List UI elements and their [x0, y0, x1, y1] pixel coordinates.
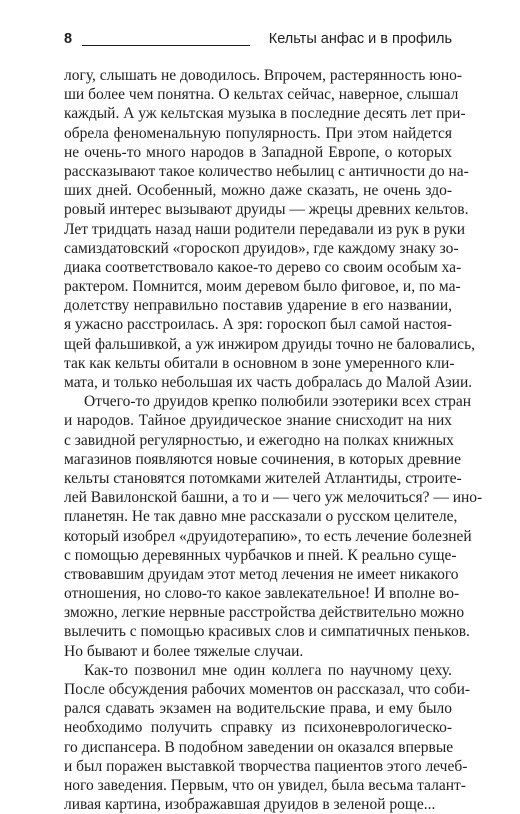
text-line: ших дней. Особенный, можно даже сказать, не очень здо-	[64, 182, 452, 200]
text-line: рассказывают такое количество небылиц с античности до на-	[64, 162, 469, 180]
text-line: с завидной регулярностью, и ежегодно на полках книжных	[64, 431, 454, 449]
text-line: планетян. Не так давно мне рассказали о русском целителе,	[64, 508, 458, 526]
text-line: ровый интерес вызывают друиды — жрецы древних кельтов.	[64, 201, 469, 219]
text-line: я ужасно расстроилась. А зря: гороскоп был самой настоя-	[64, 316, 452, 334]
text-line: самиздатовский «гороскоп друидов», где каждому знаку зо-	[64, 239, 459, 257]
text-line: ливая картина, изображавшая друидов в зеленой роще...	[64, 796, 436, 814]
running-title: Кельты анфас и в профиль	[268, 31, 452, 47]
text-line: необходимо получить справку из психоневрологическо-	[64, 719, 452, 737]
text-line: диака соответствовало какое-то дерево со своим особым ха-	[64, 258, 462, 276]
text-line: После обсуждения рабочих моментов он рассказал, что соби-	[64, 681, 471, 698]
text-line: Лет тридцать назад наши родители передавали из рук в руки	[64, 220, 466, 238]
text-line: Как-то позвонил мне один коллега по научному цеху.	[84, 661, 452, 679]
text-line: щей фальшивкой, а уж инжиром друиды точно не баловались,	[64, 335, 476, 353]
text-line: с помощью деревянных чурбачков и пней. К реально суще-	[64, 546, 457, 564]
paragraph-3	[64, 661, 471, 814]
text-line: кельты становятся потомками жителей Атлантиды, строите-	[64, 469, 462, 487]
body-text	[64, 66, 483, 814]
text-line: логу, слышать не доводилось. Впрочем, растерянность юно-	[64, 67, 463, 84]
text-line: зможно, легкие нервные расстройства действительно можно	[64, 604, 465, 622]
text-line: вылечить с помощью красивых слов и симпатичных пеньков.	[64, 623, 470, 641]
header-rule	[82, 45, 250, 46]
text-line: рался сдавать экзамен на водительские права, и ему было	[64, 700, 452, 718]
text-line: Отчего-то друидов крепко полюбили эзотерики всех стран	[84, 393, 472, 411]
text-line: мата, и только небольшая их часть добралась до Малой Азии.	[64, 374, 473, 391]
paragraph-2	[64, 392, 483, 661]
text-line: лей Вавилонской башни, а то и — чего уж мелочиться? — ино-	[64, 489, 483, 507]
page-number: 8	[64, 31, 73, 47]
text-line: обрела феноменальную популярность. При этом найдется	[64, 124, 452, 142]
text-line: рактером. Помнится, моим деревом было фиговое, и, по ма-	[64, 278, 461, 296]
text-line: так как кельты обитали в основном в зоне умеренного кли-	[64, 354, 455, 372]
text-line: и народов. Тайное друидическое знание снисходит на них	[64, 412, 452, 430]
text-line: магазинов появляются новые сочинения, в которых древние	[64, 450, 461, 468]
text-line: ного заведения. Первым, что он увидел, была весьма талант-	[64, 776, 466, 794]
text-line: долетству неправильно поставив ударение в его названии,	[64, 297, 452, 315]
text-line: отношения, но слово-то какое завлекательное! И вполне во-	[64, 585, 460, 603]
running-header	[64, 31, 452, 53]
text-line: каждый. А уж кельтская музыка в последние десять лет при-	[64, 105, 466, 123]
text-line: ши более чем понятна. О кельтах сейчас, наверное, слышал	[64, 86, 459, 104]
text-line: го диспансера. В подобном заведении он оказался впервые	[64, 738, 454, 756]
text-line: не очень-то много народов в Западной Европе, о которых	[64, 143, 452, 161]
paragraph-1	[64, 66, 476, 392]
text-line: ствовавшим друидам этот метод лечения не имеет никакого	[64, 565, 459, 583]
text-line: и был поражен выставкой творчества пациентов этого лечеб-	[64, 757, 468, 775]
text-line: Но бывают и более тяжелые случаи.	[64, 642, 304, 660]
text-line: который изобрел «друидотерапию», то есть лечение болезней	[64, 527, 472, 545]
